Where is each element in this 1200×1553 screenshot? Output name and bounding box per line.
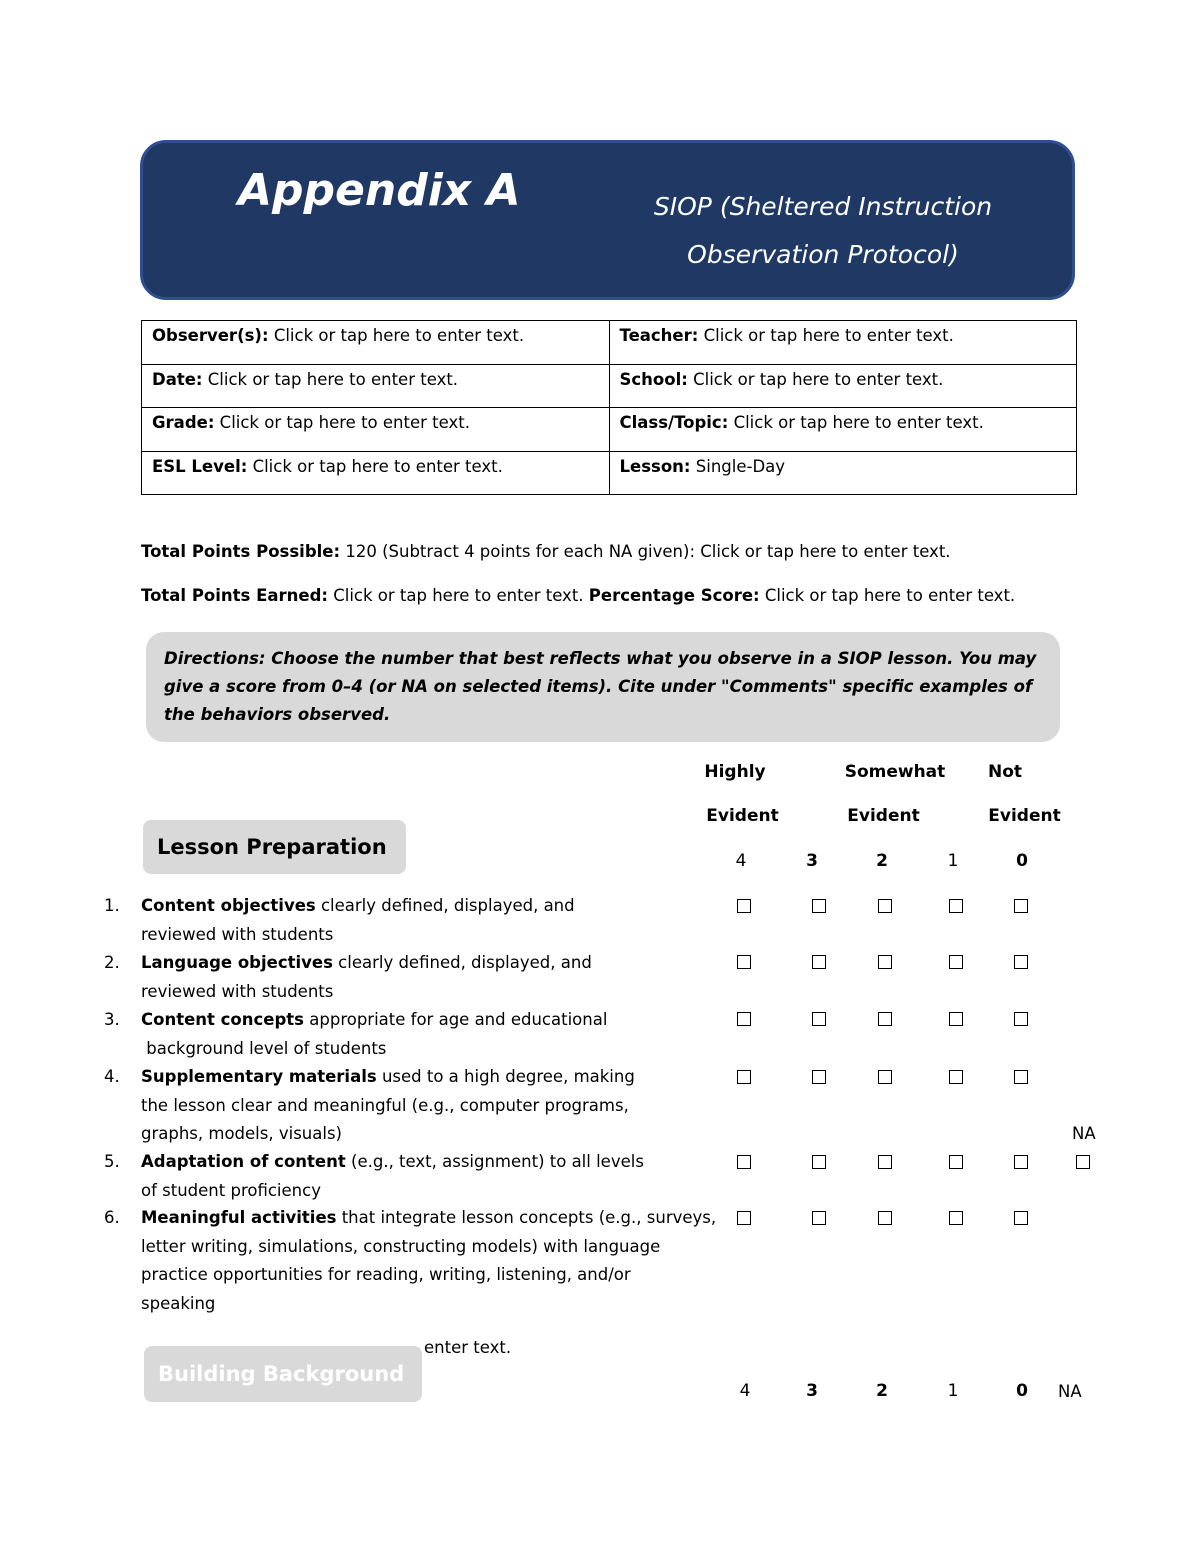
score-checkbox[interactable] [1014,1155,1028,1169]
total-earned-value[interactable]: Click or tap here to enter text. [328,586,589,605]
score-checkbox[interactable] [1014,955,1028,969]
score-checkbox[interactable] [737,955,751,969]
item-number: 3. [104,1010,120,1029]
date-value[interactable]: Click or tap here to enter text. [202,369,459,389]
directions-box: Directions: Choose the number that best reflects what you observe in a SIOP lesson. You may give a score from 0–4 (or NA on selected items). Cite under "Comments" specific examples of the behaviors observed. [146,632,1060,742]
grade-value[interactable]: Click or tap here to enter text. [214,413,470,432]
lesson-value[interactable]: Single-Day [690,456,786,476]
teacher-label: Teacher: [619,326,699,345]
grade-label: Grade: [152,413,215,432]
esl-level-field[interactable] [142,451,610,495]
bb-na-label: NA [1058,1382,1082,1401]
percentage-value[interactable]: Click or tap here to enter text. [759,586,1016,605]
total-possible-value[interactable]: 120 (Subtract 4 points for each NA given): Click or tap here to enter text. [340,542,951,561]
table-row [142,451,1077,495]
table-row [142,408,1077,452]
score-checkbox[interactable] [812,1070,826,1084]
item-number: 1. [104,896,120,915]
title-banner [140,140,1075,300]
score-checkbox[interactable] [812,955,826,969]
class-topic-label: Class/Topic: [619,413,729,432]
subtitle-line-1: SIOP (Sheltered Instruction [653,192,993,221]
date-label: Date: [152,369,203,389]
comments-field-tail[interactable]: enter text. [424,1338,512,1357]
score-checkbox[interactable] [812,1012,826,1026]
score-checkbox[interactable] [1014,1070,1028,1084]
item-line: practice opportunities for reading, writing, listening, and/or [141,1265,631,1284]
section-building-background: Building Background [144,1346,422,1402]
score-1-label: 1 [947,851,959,871]
table-row [142,364,1077,408]
item-number: 5. [104,1152,120,1171]
esl-level-value[interactable]: Click or tap here to enter text. [247,456,503,476]
na-checkbox[interactable] [1076,1155,1090,1169]
score-checkbox[interactable] [949,899,963,913]
item-line: reviewed with students [141,981,334,1001]
item-bold: Supplementary materials [141,1067,377,1086]
scale-not: Not [987,762,1023,782]
class-topic-field[interactable] [609,408,1077,452]
scale-evident-high: Evident [706,806,779,826]
bb-score-1: 1 [947,1381,959,1401]
teacher-value[interactable]: Click or tap here to enter text. [698,326,954,345]
item-line: clearly defined, displayed, and [332,953,592,972]
total-earned-label: Total Points Earned: [141,586,328,605]
percentage-label: Percentage Score: [588,586,760,605]
item-meaningful-activities [141,1204,716,1318]
scale-evident-not: Evident [988,806,1061,826]
observer-field[interactable] [142,321,610,365]
score-checkbox[interactable] [949,1012,963,1026]
item-line: letter writing, simulations, constructing models) with language [141,1236,661,1256]
page-title: Appendix A [238,165,521,216]
observer-value[interactable]: Click or tap here to enter text. [268,326,525,345]
score-checkbox[interactable] [878,1155,892,1169]
class-topic-value[interactable]: Click or tap here to enter text. [728,413,984,432]
bb-score-0: 0 [1016,1381,1028,1401]
item-line: background level of students [141,1038,387,1058]
score-2-label: 2 [876,851,888,871]
item-line: reviewed with students [141,924,334,944]
subtitle-line-2: Observation Protocol) [687,240,959,269]
item-line: that integrate lesson concepts (e.g., surveys, [336,1208,717,1227]
grade-field[interactable] [142,408,610,452]
score-checkbox[interactable] [737,1155,751,1169]
section-lesson-preparation: Lesson Preparation [143,820,406,874]
score-checkbox[interactable] [949,955,963,969]
score-checkbox[interactable] [878,1070,892,1084]
item-bold: Meaningful activities [141,1208,337,1227]
item-line: the lesson clear and meaningful (e.g., computer programs, [141,1095,629,1115]
bb-score-4: 4 [739,1381,751,1401]
score-checkbox[interactable] [949,1211,963,1225]
score-0-label: 0 [1016,851,1028,871]
school-label: School: [619,369,688,389]
score-checkbox[interactable] [1014,899,1028,913]
score-checkbox[interactable] [878,955,892,969]
school-field[interactable] [609,364,1077,408]
score-checkbox[interactable] [1014,1211,1028,1225]
item-bold: Adaptation of content [141,1152,346,1171]
total-possible-label: Total Points Possible: [141,542,341,561]
item-supplementary-materials [141,1063,635,1149]
item-content-concepts [141,1006,607,1063]
lesson-field[interactable] [609,451,1077,495]
item-line: graphs, models, visuals) [141,1124,342,1143]
item-line: of student proficiency [141,1180,321,1200]
item-line: (e.g., text, assignment) to all levels [345,1152,644,1171]
item-line: appropriate for age and educational [304,1010,608,1029]
score-checkbox[interactable] [949,1155,963,1169]
score-checkbox[interactable] [878,1211,892,1225]
score-4-label: 4 [735,851,747,871]
esl-level-label: ESL Level: [152,456,248,476]
table-row [142,321,1077,365]
item-language-objectives [141,949,592,1006]
item-bold: Language objectives [141,953,333,972]
na-label: NA [1072,1124,1096,1143]
score-checkbox[interactable] [737,1211,751,1225]
lesson-label: Lesson: [619,456,691,476]
scale-evident-somewhat: Evident [847,806,920,826]
score-checkbox[interactable] [878,899,892,913]
score-checkbox[interactable] [1014,1012,1028,1026]
item-bold: Content concepts [141,1010,305,1029]
date-field[interactable] [142,364,610,408]
observer-label: Observer(s): [152,326,269,345]
item-number: 6. [104,1208,120,1227]
item-number: 2. [104,953,120,972]
teacher-field[interactable] [609,321,1077,365]
score-checkbox[interactable] [737,1070,751,1084]
scale-highly: Highly [704,762,766,782]
page-subtitle [623,183,1023,279]
score-checkbox[interactable] [812,899,826,913]
bb-score-2: 2 [876,1381,888,1401]
lesson-info-table [141,320,1077,495]
item-content-objectives [141,892,575,949]
bb-score-3: 3 [806,1381,818,1401]
score-3-label: 3 [806,851,818,871]
item-adaptation-of-content [141,1148,644,1205]
score-checkbox[interactable] [949,1070,963,1084]
score-checkbox[interactable] [737,899,751,913]
total-points-possible [141,542,951,561]
scale-somewhat: Somewhat [844,762,946,782]
item-bold: Content objectives [141,896,316,915]
score-checkbox[interactable] [737,1012,751,1026]
item-number: 4. [104,1067,120,1086]
item-line: used to a high degree, making [376,1067,635,1086]
school-value[interactable]: Click or tap here to enter text. [687,369,944,389]
total-points-earned [141,586,1015,605]
score-checkbox[interactable] [878,1012,892,1026]
score-checkbox[interactable] [812,1211,826,1225]
item-line: clearly defined, displayed, and [315,896,575,915]
score-checkbox[interactable] [812,1155,826,1169]
item-line: speaking [141,1293,216,1313]
